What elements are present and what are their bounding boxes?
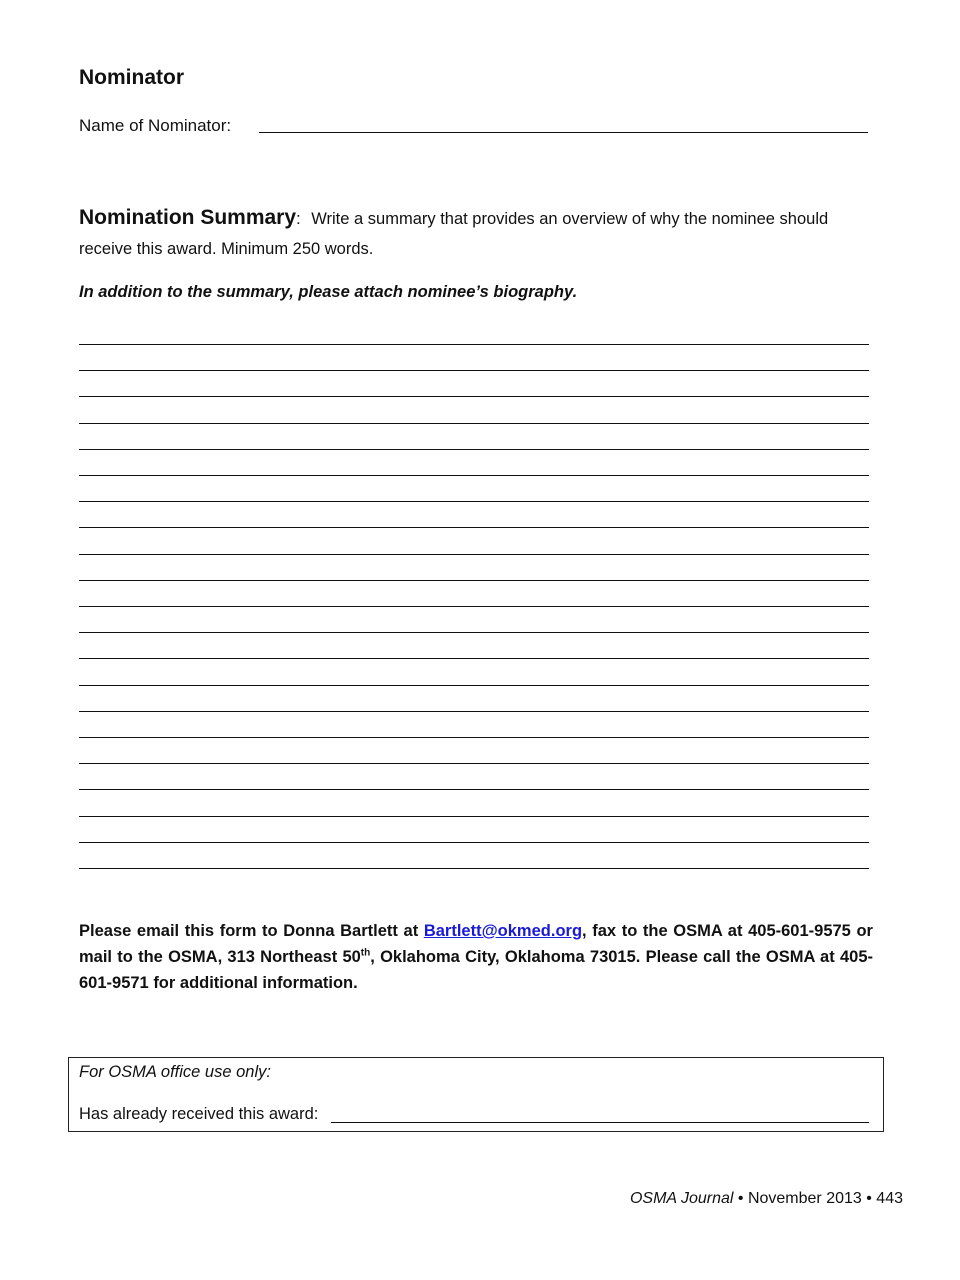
page-footer [630, 1190, 903, 1208]
summary-heading-colon: : [296, 209, 301, 228]
nominator-name-row [79, 116, 231, 136]
summary-writing-line[interactable] [79, 475, 869, 476]
summary-writing-line[interactable] [79, 816, 869, 817]
office-received-label: Has already received this award: [79, 1105, 319, 1123]
office-received-field[interactable] [331, 1122, 869, 1123]
nominator-name-field[interactable] [259, 132, 868, 133]
contact-instructions [79, 918, 873, 996]
summary-writing-line[interactable] [79, 789, 869, 790]
contact-superscript: th [360, 947, 371, 959]
footer-journal: OSMA Journal [629, 1190, 734, 1207]
summary-writing-line[interactable] [79, 554, 869, 555]
summary-instruction-line1: Write a summary that provides an overview of why the nominee should [311, 210, 829, 228]
office-use-box [68, 1057, 884, 1132]
office-use-title: For OSMA office use only: [79, 1063, 271, 1081]
summary-writing-line[interactable] [79, 396, 869, 397]
footer-issue: November 2013 [747, 1190, 862, 1207]
summary-writing-line[interactable] [79, 449, 869, 450]
summary-writing-line[interactable] [79, 501, 869, 502]
contact-text-part1: Please email this form to Donna Bartlett at [79, 922, 424, 940]
summary-attach-note: In addition to the summary, please attach nominee’s biography. [79, 283, 578, 301]
nominator-name-label: Name of Nominator: [79, 116, 232, 135]
summary-writing-line[interactable] [79, 842, 869, 843]
nominator-heading: Nominator [79, 66, 184, 89]
summary-writing-line[interactable] [79, 606, 869, 607]
summary-writing-line[interactable] [79, 580, 869, 581]
summary-writing-line[interactable] [79, 370, 869, 371]
contact-text-part3: , Oklahoma City, Oklahoma 73015. Please call the OSMA at 405-601-9571 for additional information. [79, 948, 873, 992]
footer-separator: • [866, 1190, 872, 1207]
summary-writing-line[interactable] [79, 868, 869, 869]
contact-text-part2: , fax to the OSMA at 405-601-9575 or mail to the OSMA, 313 Northeast 50 [79, 922, 873, 966]
summary-writing-line[interactable] [79, 527, 869, 528]
summary-heading: Nomination Summary [79, 206, 297, 229]
summary-instruction-line2: receive this award. Minimum 250 words. [79, 240, 374, 258]
summary-writing-line[interactable] [79, 763, 869, 764]
summary-writing-line[interactable] [79, 658, 869, 659]
footer-page-number: 443 [876, 1190, 903, 1207]
summary-writing-line[interactable] [79, 737, 869, 738]
summary-writing-line[interactable] [79, 685, 869, 686]
contact-email-link[interactable]: Bartlett@okmed.org [423, 922, 583, 940]
summary-writing-line[interactable] [79, 423, 869, 424]
footer-separator: • [737, 1190, 744, 1207]
summary-writing-line[interactable] [79, 711, 869, 712]
summary-writing-line[interactable] [79, 632, 869, 633]
summary-writing-line[interactable] [79, 344, 869, 345]
summary-heading-row [79, 206, 828, 230]
